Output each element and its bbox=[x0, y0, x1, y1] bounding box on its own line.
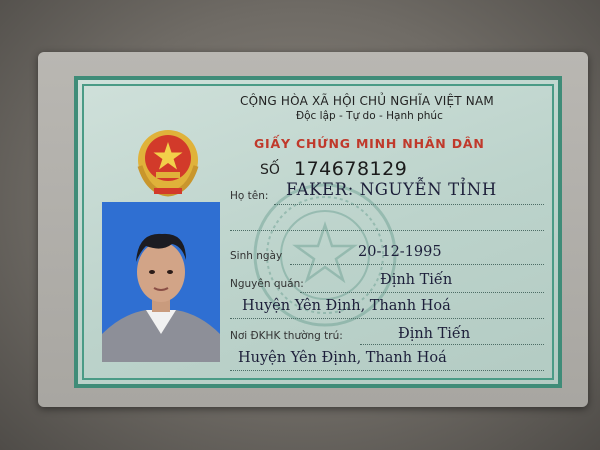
residence-underline-2 bbox=[230, 370, 544, 371]
residence-line-1: Định Tiến bbox=[398, 326, 471, 342]
residence-underline bbox=[360, 344, 544, 345]
name-label: Họ tên: bbox=[230, 190, 269, 202]
name-underline bbox=[274, 204, 544, 205]
country-name: CỘNG HÒA XÃ HỘI CHỦ NGHĨA VIỆT NAM bbox=[240, 94, 494, 108]
dob-underline bbox=[290, 264, 544, 265]
dob-label: Sinh ngày bbox=[230, 250, 283, 262]
origin-underline bbox=[300, 292, 544, 293]
origin-label: Nguyên quán: bbox=[230, 278, 304, 290]
name-value: FAKER: NGUYỄN TỈNH bbox=[286, 180, 497, 199]
national-emblem-icon bbox=[128, 122, 208, 202]
origin-line-2: Huyện Yên Định, Thanh Hoá bbox=[242, 298, 451, 314]
name-underline-2 bbox=[230, 230, 544, 231]
origin-underline-2 bbox=[230, 318, 544, 319]
id-number: 174678129 bbox=[294, 158, 408, 180]
portrait-photo bbox=[102, 202, 220, 362]
id-card bbox=[74, 76, 562, 388]
national-motto: Độc lập - Tự do - Hạnh phúc bbox=[296, 110, 443, 122]
document-title: GIẤY CHỨNG MINH NHÂN DÂN bbox=[254, 136, 485, 151]
person-silhouette-icon bbox=[102, 202, 220, 362]
id-number-label: SỐ bbox=[260, 162, 280, 178]
residence-label: Nơi ĐKHK thường trú: bbox=[230, 330, 343, 342]
origin-line-1: Định Tiến bbox=[380, 272, 453, 288]
residence-line-2: Huyện Yên Định, Thanh Hoá bbox=[238, 350, 447, 366]
dob-value: 20-12-1995 bbox=[358, 244, 442, 260]
